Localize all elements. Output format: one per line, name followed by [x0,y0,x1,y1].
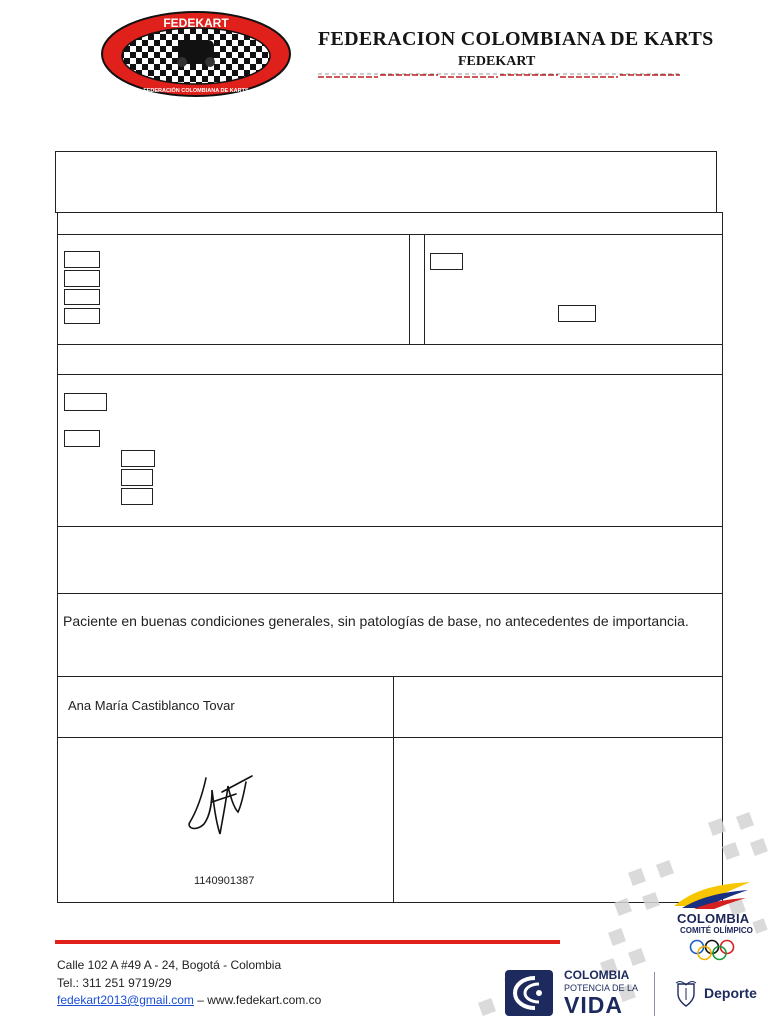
checkbox-6[interactable] [558,305,596,322]
deporte-label: Deporte [704,985,757,1001]
checkbox-7[interactable] [64,393,107,411]
general-notes: Paciente en buenas condiciones generales, sin patologías de base, no antecedentes de importancia. [63,613,689,629]
checkbox-11[interactable] [121,488,153,505]
olympic-rings-icon [688,938,736,962]
coat-of-arms-icon [674,980,698,1008]
checkbox-9[interactable] [121,450,155,467]
doctor-signature [182,772,254,842]
federation-subtitle: FEDEKART [458,54,536,69]
checkbox-3[interactable] [64,289,100,305]
footer-contact-line [57,993,321,1007]
doctor-name: Ana María Castiblanco Tovar [68,698,235,713]
vida-line-vida: VIDA [564,992,623,1018]
checkbox-10[interactable] [121,469,153,486]
logo-ring-text: FEDERACIÓN COLOMBIANA DE KARTS [143,88,249,94]
footer-phone: Tel.: 311 251 9719/29 [57,976,172,990]
colombia-potencia-vida-emblem-icon [505,970,553,1016]
vida-line-colombia: COLOMBIA [564,968,630,982]
footer-address: Calle 102 A #49 A - 24, Bogotá - Colombia [57,958,282,972]
federation-title: FEDERACION COLOMBIANA DE KARTS [318,28,714,50]
vida-line-potencia: POTENCIA DE LA [564,983,639,993]
colombia-flag-swoosh-icon [672,880,752,910]
checkbox-5[interactable] [430,253,463,270]
footer-red-line [55,940,560,944]
checkbox-1[interactable] [64,251,100,268]
checkbox-8[interactable] [64,430,100,447]
fedekart-logo [100,10,292,98]
checkbox-2[interactable] [64,270,100,287]
coi-name: COLOMBIA [677,911,750,926]
checkbox-4[interactable] [64,308,100,324]
footer-logo-separator [654,972,655,1016]
logo-text: FEDEKART [163,16,229,30]
doctor-id: 1140901387 [194,875,255,887]
header-divider [318,72,680,80]
coi-subtitle: COMITÉ OLÍMPICO [680,926,753,935]
footer-email-link[interactable]: fedekart2013@gmail.com [57,993,194,1007]
footer-website: – www.fedekart.com.co [193,993,322,1007]
form-header-box [55,151,717,213]
